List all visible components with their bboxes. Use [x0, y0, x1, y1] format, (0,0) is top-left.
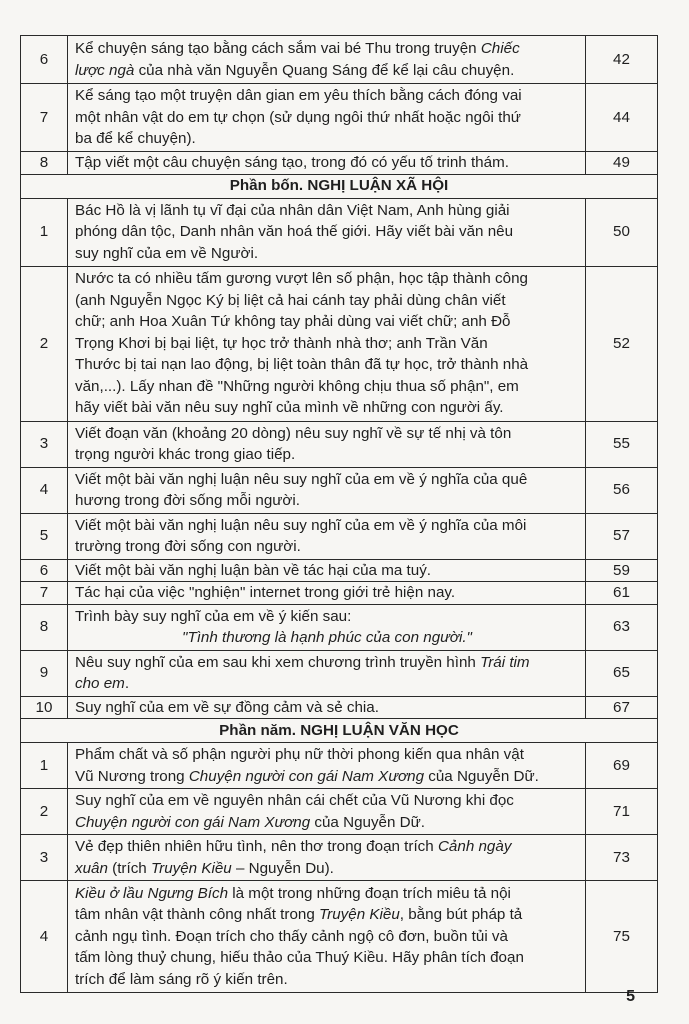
text-segment: cảnh ngụ tình. Đoạn trích cho thấy cảnh ngộ cô đơn, buồn tủi và: [75, 927, 508, 945]
text-segment: trường trong đời sống con người.: [75, 538, 301, 555]
text-segment: tấm lòng thuỷ chung, hiếu thảo của Thuý Kiều. Hãy phân tích đoạn: [75, 949, 524, 967]
section-heading-row: [21, 719, 658, 743]
item-page-number: 61: [586, 582, 658, 605]
title-line: [75, 652, 579, 674]
title-line: [75, 883, 579, 905]
title-line: [75, 582, 579, 604]
title-line: [75, 490, 579, 512]
table-row: [21, 36, 658, 84]
item-number: 2: [21, 266, 68, 421]
title-line: [75, 469, 579, 491]
item-number: 8: [21, 152, 68, 175]
title-line: [75, 397, 579, 419]
text-segment: Viết một bài văn nghị luận nêu suy nghĩ của em về ý nghĩa của quê: [75, 470, 528, 488]
item-number: 4: [21, 467, 68, 513]
title-line: [75, 790, 579, 812]
table-of-contents: [20, 35, 658, 993]
table-row: [21, 789, 658, 835]
item-number: 7: [21, 582, 68, 605]
title-line: [75, 290, 579, 312]
text-segment: chữ; anh Hoa Xuân Tứ không tay phải dùng vai viết chữ; anh Đỗ: [75, 313, 511, 331]
item-number: 3: [21, 421, 68, 467]
text-segment: Suy nghĩ của em về sự đồng cảm và sẻ chia.: [75, 698, 379, 716]
table-row: [21, 696, 658, 719]
italic-text: Truyện Kiều: [319, 906, 400, 924]
title-line: [75, 926, 579, 948]
title-line: [75, 515, 579, 537]
title-line: [75, 376, 579, 398]
item-title: [68, 559, 586, 582]
text-segment: Viết một bài văn nghị luận nêu suy nghĩ của em về ý nghĩa của môi: [75, 516, 527, 534]
title-line: [75, 627, 579, 649]
section-heading-row: [21, 174, 658, 198]
text-segment: là một trong những đoạn trích miêu tả nội: [228, 884, 511, 902]
table-row: [21, 266, 658, 421]
italic-text: Chiếc: [480, 40, 520, 57]
item-title: [68, 743, 586, 789]
title-line: [75, 560, 579, 582]
text-segment: phóng dân tộc, Danh nhân văn hoá thế giới. Hãy viết bài văn nêu: [75, 223, 514, 241]
text-segment: tâm nhân vật thành công nhất trong: [75, 906, 320, 924]
page-number: 5: [626, 988, 635, 1005]
table-row: [21, 467, 658, 513]
text-segment: Tập viết một câu chuyện sáng tạo, trong đó có yếu tố trinh thám.: [75, 154, 509, 171]
item-page-number: 75: [586, 881, 658, 993]
text-segment: – Nguyễn Du).: [231, 859, 334, 877]
italic-text: Kiều ở lầu Ngưng Bích: [75, 884, 229, 902]
table-row: [21, 513, 658, 559]
item-title: [68, 789, 586, 835]
text-segment: Nước ta có nhiều tấm gương vượt lên số phận, học tập thành công: [75, 270, 528, 288]
item-title: [68, 513, 586, 559]
item-number: 5: [21, 513, 68, 559]
italic-text: "Tình thương là hạnh phúc của con người.": [182, 629, 472, 646]
item-title: [68, 881, 586, 993]
title-line: [75, 606, 579, 628]
text-segment: trích để làm sáng rõ ý kiến trên.: [75, 970, 288, 988]
text-segment: .: [124, 675, 130, 692]
item-page-number: 49: [586, 152, 658, 175]
text-segment: hãy viết bài văn nêu suy nghĩ của mình về những con người ấy.: [75, 399, 504, 417]
text-segment: Tác hại của việc "nghiện" internet trong giới trẻ hiện nay.: [75, 584, 456, 601]
text-segment: Nêu suy nghĩ của em sau khi xem chương trình truyền hình: [75, 653, 481, 671]
italic-text: xuân: [75, 859, 108, 877]
title-line: [75, 444, 579, 466]
item-title: [68, 84, 586, 152]
title-line: [75, 38, 579, 60]
text-segment: trọng người khác trong giao tiếp.: [75, 446, 296, 463]
text-segment: của Nguyễn Dữ.: [310, 813, 426, 831]
title-line: [75, 243, 579, 265]
title-line: [75, 969, 579, 991]
item-page-number: 65: [586, 650, 658, 696]
text-segment: Trọng Khơi bị bại liệt, tự học trở thành nhà thơ; anh Trần Văn: [75, 334, 488, 352]
item-number: 8: [21, 604, 68, 650]
italic-text: Chuyện người con gái Nam Xương: [75, 813, 311, 831]
text-segment: (anh Nguyễn Ngọc Ký bị liệt cả hai cánh tay phải dùng chân viết: [75, 291, 506, 309]
italic-text: Cảnh ngày: [437, 838, 512, 855]
item-page-number: 57: [586, 513, 658, 559]
item-number: 2: [21, 789, 68, 835]
title-line: [75, 836, 579, 858]
item-number: 6: [21, 36, 68, 84]
table-row: [21, 743, 658, 789]
item-number: 3: [21, 835, 68, 881]
item-title: [68, 604, 586, 650]
text-segment: Bác Hồ là vị lãnh tụ vĩ đại của nhân dân Việt Nam, Anh hùng giải: [75, 201, 510, 219]
title-line: [75, 858, 579, 880]
item-number: 10: [21, 696, 68, 719]
item-title: [68, 650, 586, 696]
section-title: Phần bốn. NGHỊ LUẬN XÃ HỘI: [21, 174, 658, 198]
text-segment: văn,...). Lấy nhan đề "Những người không chịu thua số phận", em: [75, 377, 519, 395]
item-number: 9: [21, 650, 68, 696]
text-segment: hương trong đời sống mỗi người.: [75, 492, 300, 509]
text-segment: của Nguyễn Dữ.: [424, 767, 539, 785]
text-segment: Thước bị tai nạn lao động, bị liệt toàn thân đã tự học, trở thành nhà: [75, 356, 529, 374]
title-line: [75, 85, 579, 107]
title-line: [75, 812, 579, 834]
title-line: [75, 744, 579, 766]
table-row: [21, 152, 658, 175]
text-segment: Kể chuyện sáng tạo bằng cách sắm vai bé Thu trong truyện: [75, 40, 481, 57]
table-row: [21, 198, 658, 266]
table-row: [21, 650, 658, 696]
text-segment: Vẻ đẹp thiên nhiên hữu tình, nên thơ trong đoạn trích: [75, 838, 438, 855]
item-page-number: 52: [586, 266, 658, 421]
title-line: [75, 268, 579, 290]
item-page-number: 59: [586, 559, 658, 582]
item-page-number: 44: [586, 84, 658, 152]
text-segment: Kể sáng tạo một truyện dân gian em yêu thích bằng cách đóng vai: [75, 87, 522, 105]
item-number: 6: [21, 559, 68, 582]
title-line: [75, 766, 579, 788]
text-segment: (trích: [107, 859, 151, 877]
title-line: [75, 311, 579, 333]
table-row: [21, 559, 658, 582]
text-segment: suy nghĩ của em về Người.: [75, 244, 259, 262]
item-page-number: 71: [586, 789, 658, 835]
section-title: Phần năm. NGHỊ LUẬN VĂN HỌC: [21, 719, 658, 743]
item-title: [68, 696, 586, 719]
item-page-number: 55: [586, 421, 658, 467]
item-page-number: 69: [586, 743, 658, 789]
title-line: [75, 536, 579, 558]
item-title: [68, 582, 586, 605]
title-line: [75, 333, 579, 355]
title-line: [75, 947, 579, 969]
title-line: [75, 673, 579, 695]
text-segment: Viết một bài văn nghị luận bàn về tác hại của ma tuý.: [75, 561, 432, 579]
text-segment: một nhân vật do em tự chọn (sử dụng ngôi thứ nhất hoặc ngôi thứ: [75, 108, 521, 126]
table-row: [21, 582, 658, 605]
title-line: [75, 152, 579, 174]
item-page-number: 73: [586, 835, 658, 881]
item-number: 7: [21, 84, 68, 152]
italic-text: cho em: [75, 675, 125, 692]
title-line: [75, 423, 579, 445]
text-segment: Suy nghĩ của em về nguyên nhân cái chết của Vũ Nương khi đọc: [75, 792, 514, 809]
item-page-number: 42: [586, 36, 658, 84]
title-line: [75, 60, 579, 82]
text-segment: Phẩm chất và số phận người phụ nữ thời phong kiến qua nhân vật: [75, 746, 524, 763]
italic-text: Truyện Kiều: [150, 859, 232, 877]
table-row: [21, 604, 658, 650]
table-row: [21, 881, 658, 993]
item-number: 4: [21, 881, 68, 993]
item-page-number: 63: [586, 604, 658, 650]
italic-text: Trái tim: [480, 653, 530, 671]
title-line: [75, 107, 579, 129]
italic-text: lược ngà: [75, 61, 135, 79]
item-page-number: 56: [586, 467, 658, 513]
toc-body: [21, 36, 658, 993]
item-title: [68, 467, 586, 513]
item-title: [68, 421, 586, 467]
title-line: [75, 354, 579, 376]
title-line: [75, 221, 579, 243]
table-row: [21, 84, 658, 152]
text-segment: Trình bày suy nghĩ của em về ý kiến sau:: [75, 607, 352, 625]
item-page-number: 67: [586, 696, 658, 719]
item-title: [68, 266, 586, 421]
text-segment: Viết đoạn văn (khoảng 20 dòng) nêu suy nghĩ về sự tế nhị và tôn: [75, 424, 512, 442]
item-number: 1: [21, 743, 68, 789]
item-page-number: 50: [586, 198, 658, 266]
text-segment: , bằng bút pháp tả: [399, 906, 523, 924]
item-title: [68, 152, 586, 175]
item-title: [68, 198, 586, 266]
item-number: 1: [21, 198, 68, 266]
title-line: [75, 904, 579, 926]
table-row: [21, 421, 658, 467]
title-line: [75, 128, 579, 150]
italic-text: Chuyện người con gái Nam Xương: [188, 767, 425, 785]
title-line: [75, 697, 579, 719]
text-segment: của nhà văn Nguyễn Quang Sáng để kể lại câu chuyện.: [134, 61, 515, 79]
text-segment: Vũ Nương trong: [75, 767, 189, 785]
title-line: [75, 200, 579, 222]
text-segment: ba để kể chuyện).: [75, 130, 196, 148]
item-title: [68, 835, 586, 881]
table-row: [21, 835, 658, 881]
item-title: [68, 36, 586, 84]
